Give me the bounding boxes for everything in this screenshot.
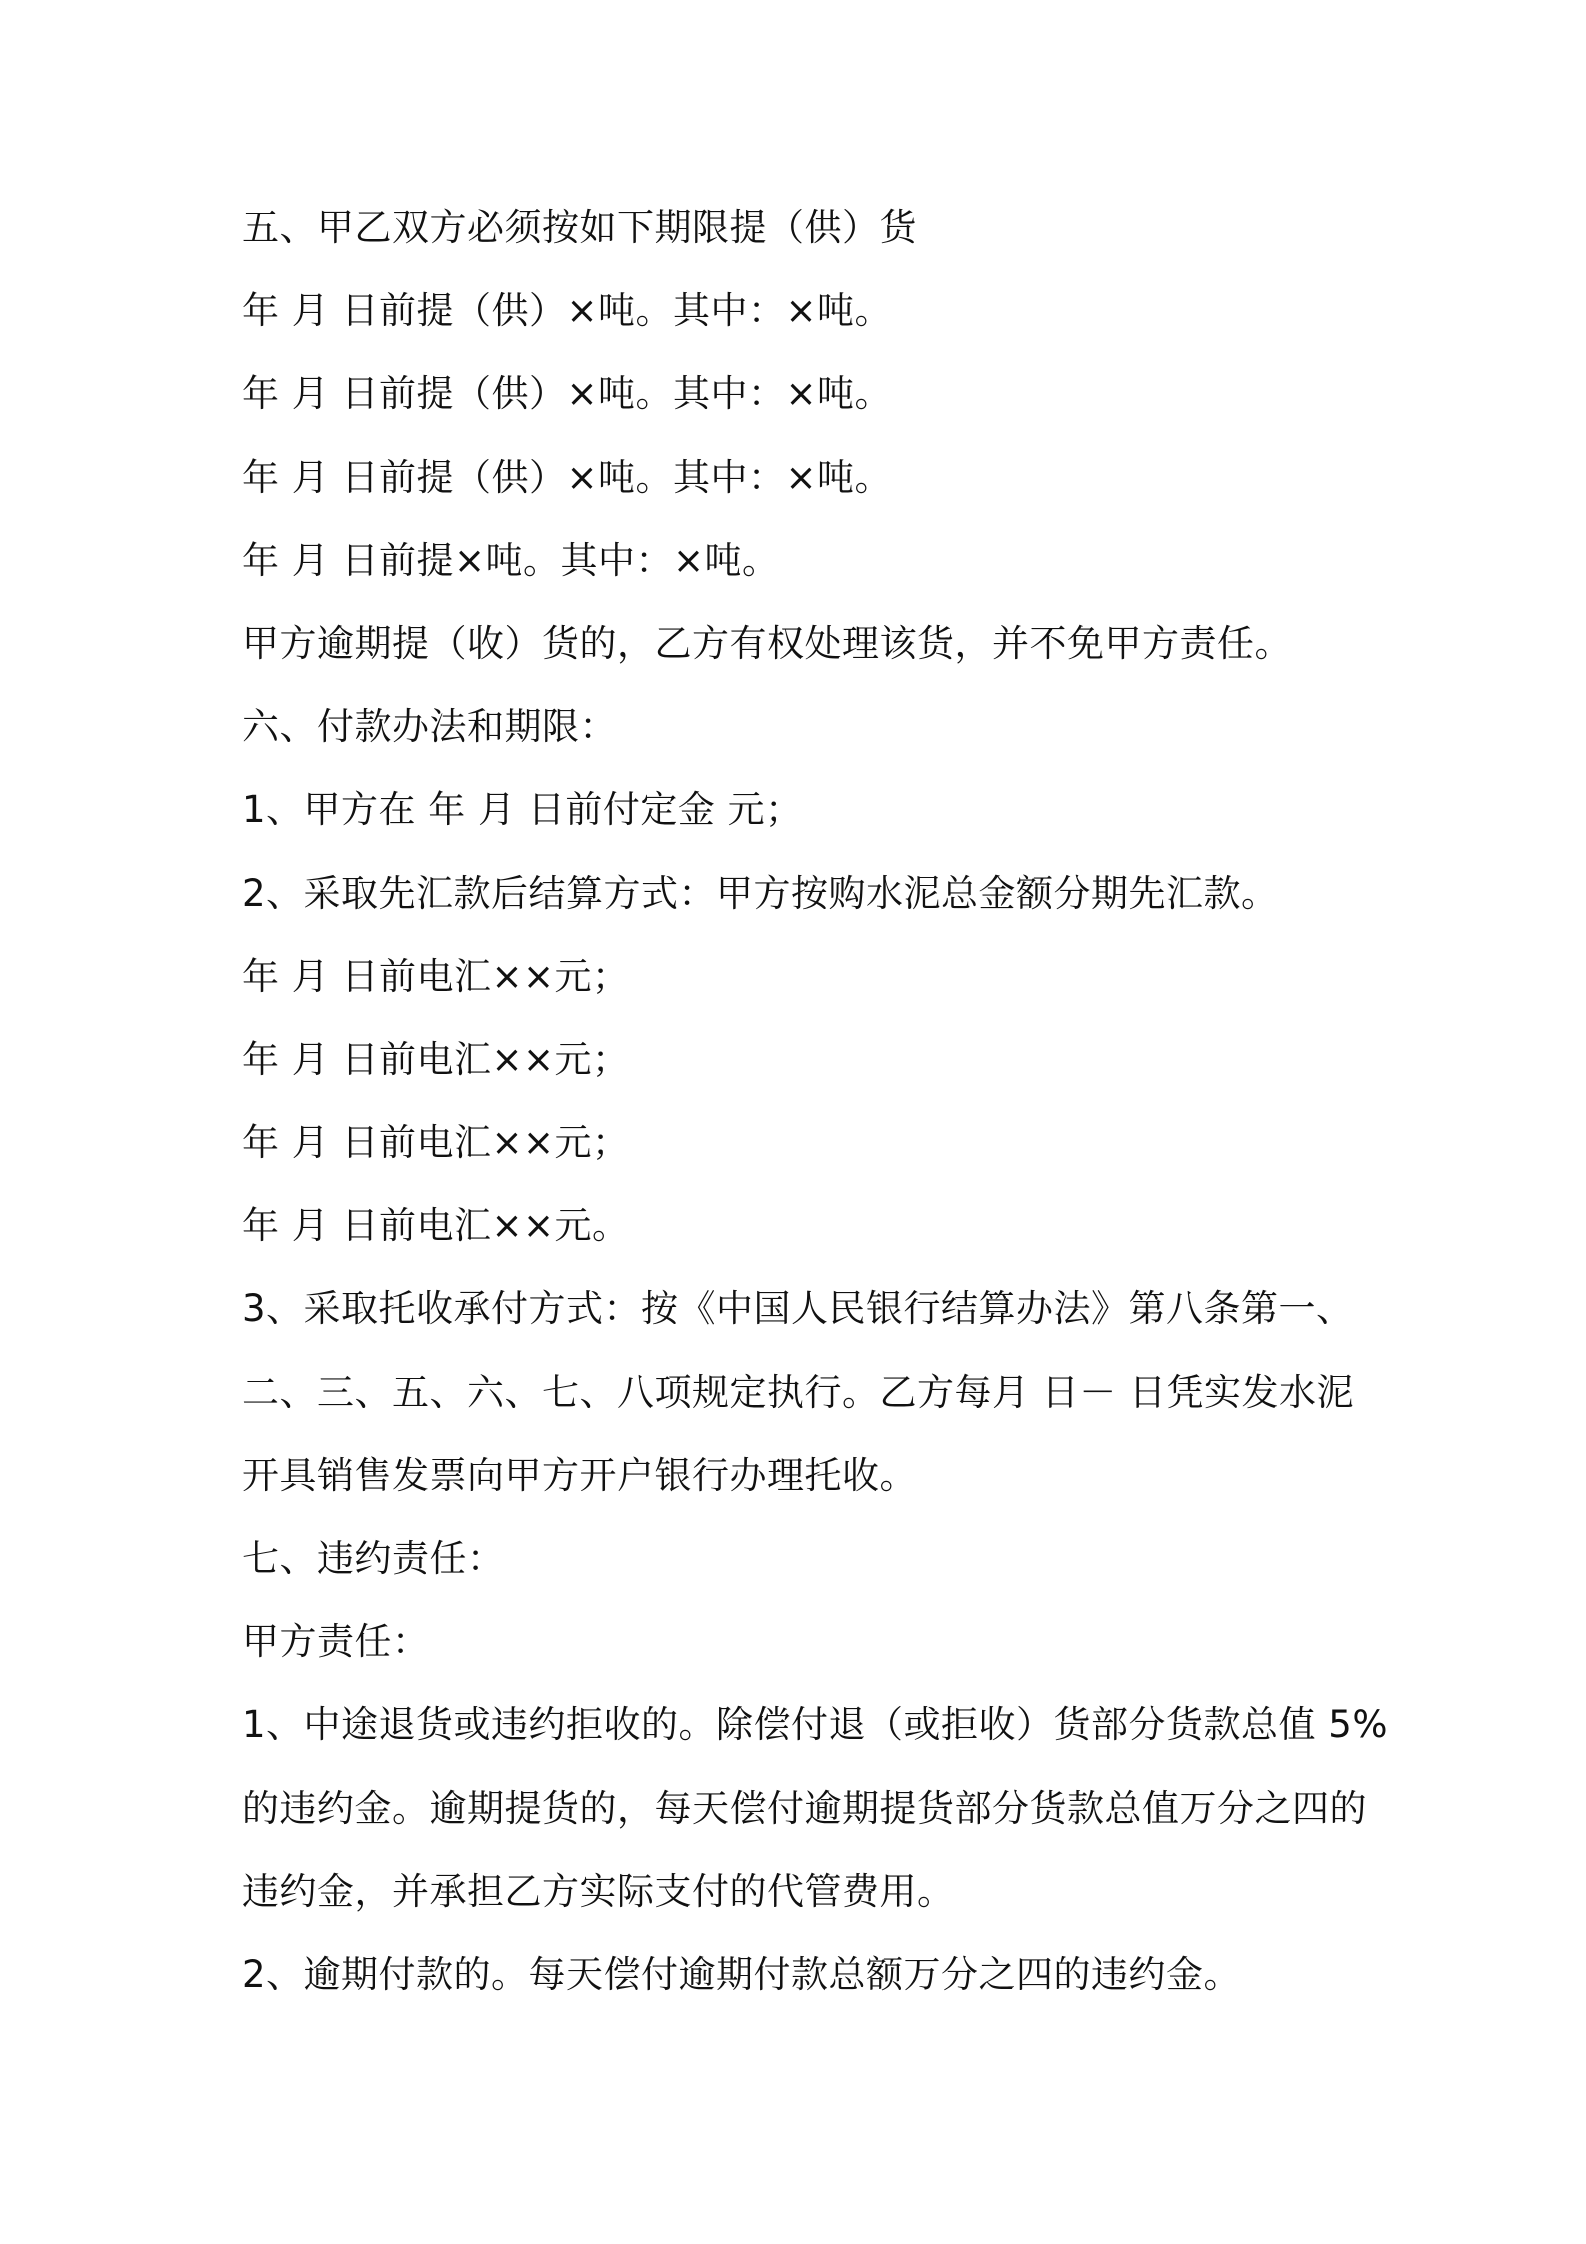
payment-clause-collection: 3、采取托收承付方式：按《中国人民银行结算办法》第八条第一、 (242, 1287, 1354, 1331)
party-a-liability-heading: 甲方责任： (242, 1620, 430, 1664)
delivery-schedule-line: 年 月 日前提×吨。其中：×吨。 (242, 538, 780, 582)
payment-clause-remittance: 2、采取先汇款后结算方式：甲方按购水泥总金额分期先汇款。 (242, 871, 1279, 915)
remittance-schedule-line: 年 月 日前电汇××元； (242, 954, 630, 998)
delivery-overdue-clause: 甲方逾期提（收）货的，乙方有权处理该货，并不免甲方责任。 (242, 621, 1292, 665)
delivery-schedule-line: 年 月 日前提（供）×吨。其中：×吨。 (242, 289, 893, 333)
remittance-schedule-line: 年 月 日前电汇××元。 (242, 1204, 630, 1248)
liability-clause-1-cont: 的违约金。逾期提货的，每天偿付逾期提货部分货款总值万分之四的 (242, 1786, 1367, 1830)
document-body (242, 199, 1388, 2029)
section-heading-breach: 七、违约责任： (242, 1537, 505, 1580)
payment-clause-collection-cont: 二、三、五、六、七、八项规定执行。乙方每月 日－ 日凭实发水泥 (242, 1370, 1355, 1414)
section-heading-payment: 六、付款办法和期限： (242, 705, 617, 749)
payment-clause-collection-cont: 开具销售发票向甲方开户银行办理托收。 (242, 1453, 917, 1497)
payment-clause-deposit: 1、甲方在 年 月 日前付定金 元； (242, 788, 803, 832)
remittance-schedule-line: 年 月 日前电汇××元； (242, 1121, 630, 1165)
delivery-schedule-line: 年 月 日前提（供）×吨。其中：×吨。 (242, 455, 893, 499)
liability-clause-2: 2、逾期付款的。每天偿付逾期付款总额万分之四的违约金。 (242, 1952, 1242, 1996)
liability-clause-1-cont: 违约金，并承担乙方实际支付的代管费用。 (242, 1869, 955, 1913)
remittance-schedule-line: 年 月 日前电汇××元； (242, 1037, 630, 1081)
liability-clause-1: 1、中途退货或违约拒收的。除偿付退（或拒收）货部分货款总值 5% (242, 1703, 1388, 1747)
section-heading-delivery: 五、甲乙双方必须按如下期限提（供）货 (242, 206, 917, 249)
delivery-schedule-line: 年 月 日前提（供）×吨。其中：×吨。 (242, 372, 893, 416)
